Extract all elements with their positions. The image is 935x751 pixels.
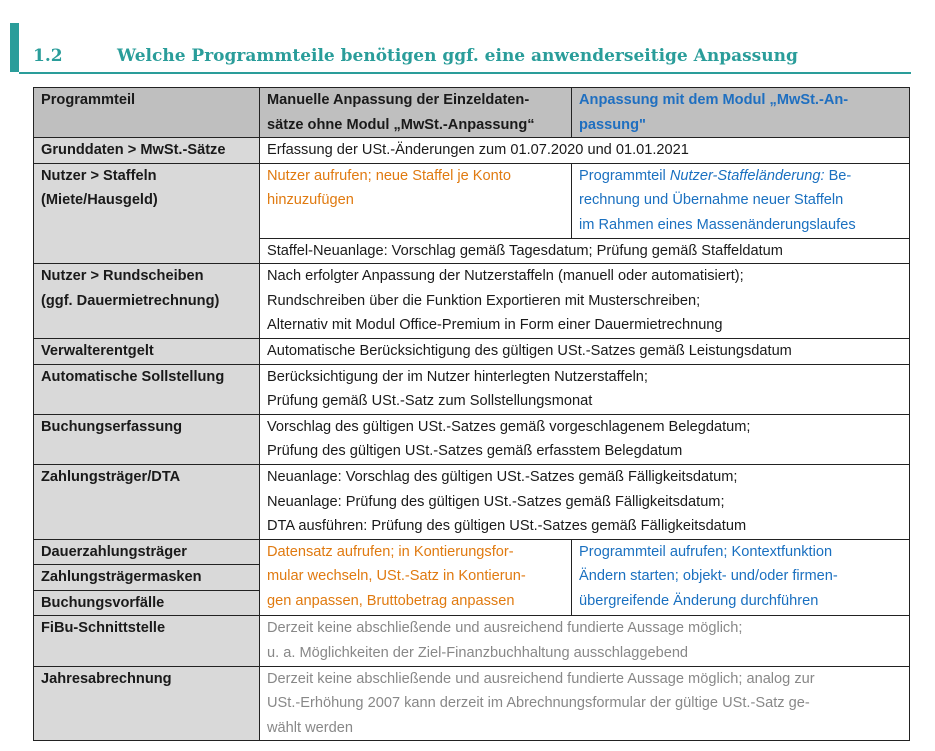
dauerzahlung-module-cell: Programmteil aufrufen; Kontextfunktion Ändern starten; objekt- und/oder firmen- übergreifende Änderung durchführen: [572, 539, 910, 616]
row-label-rundschreiben: Nutzer > Rundscheiben (ggf. Dauermietrechnung): [34, 264, 260, 339]
row-text-rundschreiben: Nach erfolgter Anpassung der Nutzerstaffeln (manuell oder automatisiert); Rundschreiben über die Funktion Exportieren mit Musterschreiben; Alternativ mit Modul Office-Premium in Form einer Dauermietrechnung: [260, 264, 910, 339]
row-label-zahlungstraeger: Zahlungsträger/DTA: [34, 464, 260, 539]
row-text-grunddaten: Erfassung der USt.-Änderungen zum 01.07.2020 und 01.01.2021: [260, 138, 910, 164]
table-row: [34, 338, 910, 364]
table-row: [34, 464, 910, 539]
heading-underline: [19, 72, 911, 74]
table-row: [34, 364, 910, 414]
row-text-jahresabrechnung: Derzeit keine abschließende und ausreichend fundierte Aussage möglich; analog zur USt.-Erhöhung 2007 kann derzeit im Abrechnungsformular der gültige USt.-Satz ge- wählt werden: [260, 666, 910, 741]
dauerzahlung-manual-cell: Datensatz aufrufen; in Kontierungsfor- mular wechseln, USt.-Satz in Kontierun- gen anpassen, Bruttobetrag anpassen: [260, 539, 572, 616]
row-text-buchungserfassung: Vorschlag des gültigen USt.-Satzes gemäß vorgeschlagenem Belegdatum; Prüfung des gültigen USt.-Satzes gemäß erfasstem Belegdatum: [260, 414, 910, 464]
header-programmteil: Programmteil: [34, 88, 260, 138]
row-label-fibu: FiBu-Schnittstelle: [34, 616, 260, 666]
program-parts-table: [33, 87, 910, 741]
row-text-fibu: Derzeit keine abschließende und ausreichend fundierte Aussage möglich; u. a. Möglichkeiten der Ziel-Finanzbuchhaltung ausschlaggebend: [260, 616, 910, 666]
row-label-jahresabrechnung: Jahresabrechnung: [34, 666, 260, 741]
heading-accent-bar: [10, 23, 19, 72]
module-name-italic: Nutzer-Staffeländerung:: [669, 167, 825, 184]
row-text-sollstellung: Berücksichtigung der im Nutzer hinterlegten Nutzerstaffeln; Prüfung gemäß USt.-Satz zum Sollstellungsmonat: [260, 364, 910, 414]
table-row: [34, 414, 910, 464]
staffeln-shared-cell: Staffel-Neuanlage: Vorschlag gemäß Tagesdatum; Prüfung gemäß Staffeldatum: [260, 238, 910, 264]
section-heading: [33, 46, 798, 66]
staffeln-module-cell: Programmteil Nutzer-Staffeländerung: Be- rechnung und Übernahme neuer Staffeln im Rahmen eines Massenänderungslaufes: [572, 163, 910, 238]
table-row: [34, 666, 910, 741]
table-row: [34, 138, 910, 164]
table-row: [34, 264, 910, 339]
row-text-verwalterentgelt: Automatische Berücksichtigung des gültigen USt.-Satzes gemäß Leistungsdatum: [260, 338, 910, 364]
row-label-grunddaten: Grunddaten > MwSt.-Sätze: [34, 138, 260, 164]
table-row: [34, 163, 910, 238]
header-manual-adjustment: Manuelle Anpassung der Einzeldaten- sätze ohne Modul „MwSt.-Anpassung“: [260, 88, 572, 138]
section-number: 1.2: [33, 46, 63, 66]
staffeln-manual-cell: Nutzer aufrufen; neue Staffel je Konto hinzuzufügen: [260, 163, 572, 238]
row-label-verwalterentgelt: Verwalterentgelt: [34, 338, 260, 364]
row-label-buchungserfassung: Buchungserfassung: [34, 414, 260, 464]
header-module-adjustment: Anpassung mit dem Modul „MwSt.-An- passung": [572, 88, 910, 138]
table-row: [34, 616, 910, 666]
section-title: Welche Programmteile benötigen ggf. eine anwenderseitige Anpassung: [117, 46, 798, 66]
row-label-sollstellung: Automatische Sollstellung: [34, 364, 260, 414]
row-text-zahlungstraeger: Neuanlage: Vorschlag des gültigen USt.-Satzes gemäß Fälligkeitsdatum; Neuanlage: Prüfung des gültigen USt.-Satzes gemäß Fälligkeitsdatum; DTA ausführen: Prüfung des gültigen USt.-Satzes gemäß Fälligkeitsdatum: [260, 464, 910, 539]
row-label-staffeln: Nutzer > Staffeln (Miete/Hausgeld): [34, 163, 260, 263]
row-label-dauerzahlung: Dauerzahlungsträger Zahlungsträgermasken Buchungsvorfälle: [34, 539, 260, 616]
table-header-row: [34, 88, 910, 138]
table-row: [34, 539, 910, 616]
